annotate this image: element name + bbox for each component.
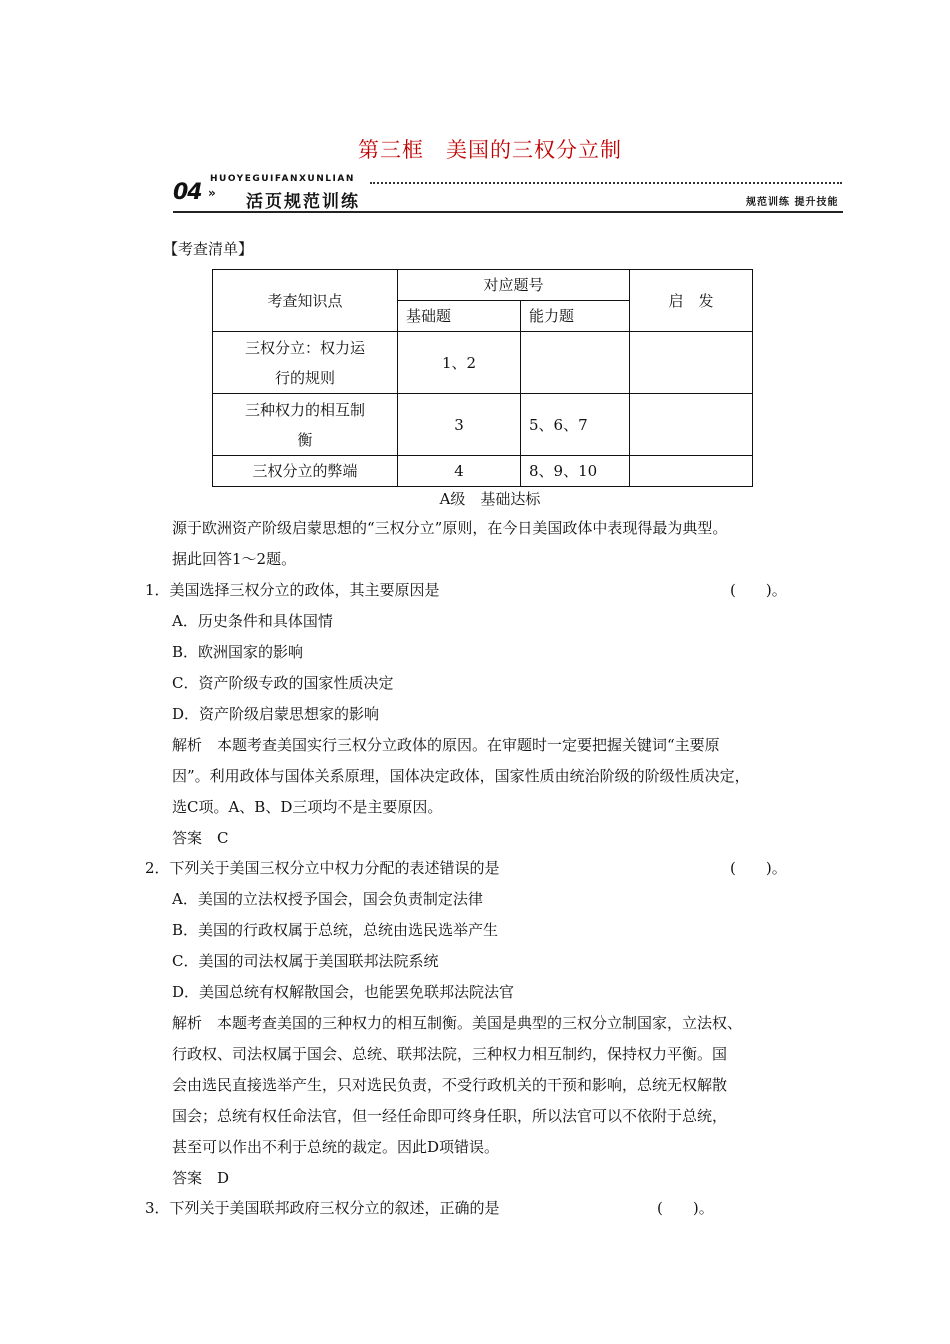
header-basic: 基础题 (398, 301, 521, 332)
intro-line: 源于欧洲资产阶级启蒙思想的“三权分立”原则，在今日美国政体中表现得最为典型。 (172, 519, 728, 537)
option: A．美国的立法权授予国会，国会负责制定法律 (172, 890, 483, 908)
row-topic: 三权分立的弊端 (213, 456, 398, 487)
header-question-no: 对应题号 (398, 270, 630, 301)
analysis-line: 甚至可以作出不利于总统的裁定。因此D项错误。 (172, 1138, 500, 1156)
banner-title: 活页规范训练 (246, 192, 360, 212)
option: D．资产阶级启蒙思想家的影响 (172, 705, 380, 723)
header-insight: 启 发 (630, 270, 753, 332)
row-ability: 5、6、7 (521, 394, 630, 456)
analysis-line: 解析 本题考查美国实行三权分立政体的原因。在审题时一定要把握关键词“主要原 (172, 736, 720, 754)
answer: 答案 D (172, 1169, 230, 1187)
banner-dotted-rule (370, 182, 842, 184)
option: C．资产阶级专政的国家性质决定 (172, 674, 394, 692)
question-3-paren: ( )。 (657, 1199, 714, 1217)
question-2-stem: 2．下列关于美国三权分立中权力分配的表述错误的是 (145, 859, 500, 877)
table-row (213, 332, 753, 394)
row-basic: 1、2 (398, 332, 521, 394)
analysis-line: 选C项。A、B、D三项均不是主要原因。 (172, 798, 443, 816)
answer: 答案 C (172, 829, 229, 847)
header-ability: 能力题 (521, 301, 630, 332)
banner-pinyin: HUOYEGUIFANXUNLIAN (210, 174, 355, 184)
row-ability: 8、9、10 (521, 456, 630, 487)
row-basic: 3 (398, 394, 521, 456)
row-insight (630, 332, 753, 394)
question-3-stem: 3．下列关于美国联邦政府三权分立的叙述，正确的是 (145, 1199, 500, 1217)
option: B．美国的行政权属于总统，总统由选民选举产生 (172, 921, 499, 939)
topic-line: 衡 (297, 430, 313, 449)
intro-line: 据此回答1～2题。 (172, 550, 297, 568)
table-row (213, 394, 753, 456)
option: C．美国的司法权属于美国联邦法院系统 (172, 952, 439, 970)
question-1-paren: ( )。 (730, 581, 787, 599)
analysis-line: 因”。利用政体与国体关系原理，国体决定政体，国家性质由统治阶级的阶级性质决定， (172, 767, 750, 785)
page-title: 第三框 美国的三权分立制 (358, 138, 622, 162)
row-insight (630, 456, 753, 487)
banner-arrow-icon: » (208, 186, 216, 200)
option: A．历史条件和具体国情 (172, 612, 333, 630)
banner-number: 04 (173, 180, 202, 205)
analysis-line: 会由选民直接选举产生，只对选民负责，不受行政机关的干预和影响，总统无权解散 (172, 1076, 728, 1094)
header-topic: 考查知识点 (213, 270, 398, 332)
checklist-heading: 【考查清单】 (163, 240, 254, 258)
banner-slogan: 规范训练 提升技能 (746, 197, 839, 208)
row-topic (213, 394, 398, 456)
row-basic: 4 (398, 456, 521, 487)
banner-rule (173, 211, 843, 213)
row-ability (521, 332, 630, 394)
checklist-table (212, 269, 753, 487)
topic-line: 行的规则 (274, 368, 335, 387)
topic-line: 三权分立：权力运 (244, 338, 365, 357)
table-row (213, 456, 753, 487)
question-2-paren: ( )。 (730, 859, 787, 877)
level-heading: A级 基础达标 (439, 490, 541, 508)
topic-line: 三种权力的相互制 (244, 400, 365, 419)
option: D．美国总统有权解散国会，也能罢免联邦法院法官 (172, 983, 515, 1001)
row-topic (213, 332, 398, 394)
analysis-line: 国会；总统有权任命法官，但一经任命即可终身任职，所以法官可以不依附于总统， (172, 1107, 728, 1125)
analysis-line: 行政权、司法权属于国会、总统、联邦法院，三种权力相互制约，保持权力平衡。国 (172, 1045, 728, 1063)
row-insight (630, 394, 753, 456)
analysis-line: 解析 本题考查美国的三种权力的相互制衡。美国是典型的三权分立制国家，立法权、 (172, 1014, 743, 1032)
option: B．欧洲国家的影响 (172, 643, 304, 661)
question-1-stem: 1．美国选择三权分立的政体，其主要原因是 (145, 581, 440, 599)
